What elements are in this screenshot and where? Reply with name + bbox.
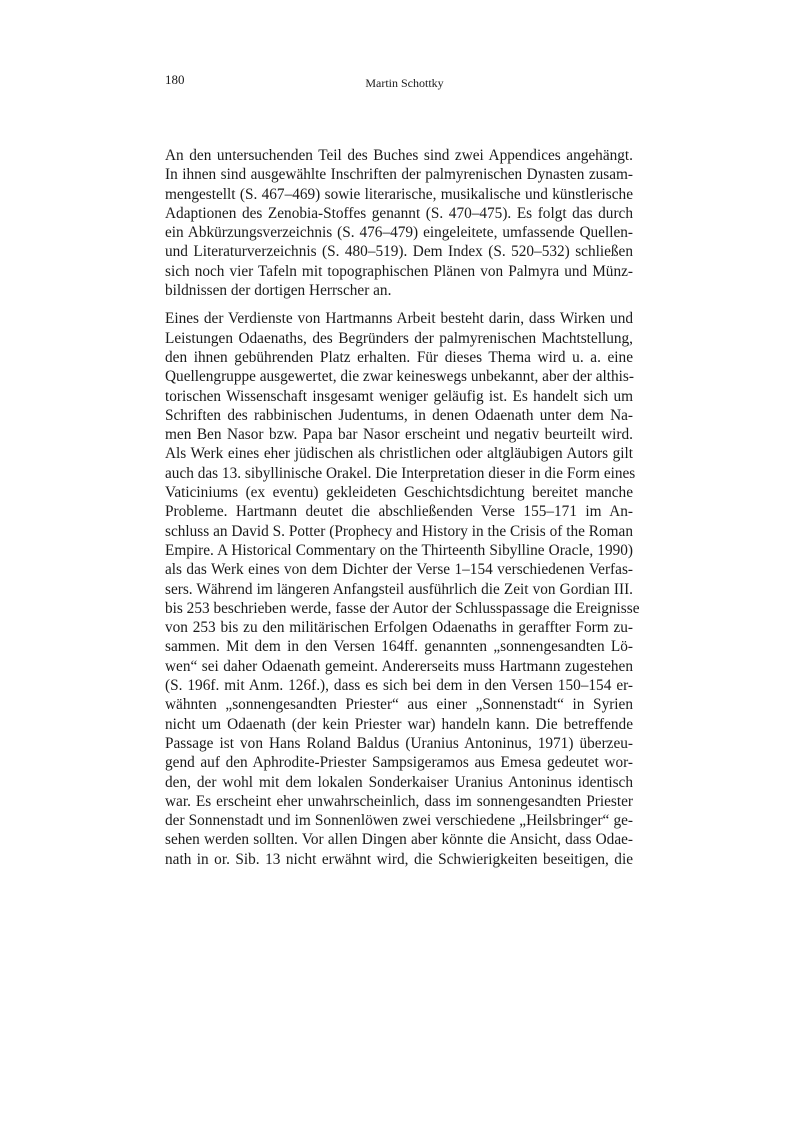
text-line: Schriften des rabbinischen Judentums, in denen Odaenath unter dem Na- [165,406,633,424]
running-head: Martin Schottky [365,76,444,90]
text-line: Als Werk eines eher jüdischen als christlichen oder altgläubigen Autors gilt [165,445,633,463]
text-line: der Sonnenstadt und im Sonnenlöwen zwei verschiedene „Heilsbringer“ ge- [165,812,633,830]
text-line: Empire. A Historical Commentary on the Thirteenth Sibylline Oracle, 1990) [165,541,633,559]
text-line: sammen. Mit dem in den Versen 164ff. genannten „sonnengesandten Lö- [165,638,633,656]
text-line: den ihnen gebührenden Platz erhalten. Für dieses Thema wird u. a. eine [165,348,633,366]
text-line: Quellengruppe ausgewertet, die zwar keineswegs unbekannt, aber der althis- [165,368,634,386]
text-line: torischen Wissenschaft insgesamt weniger geläufig ist. Es handelt sich um [165,387,633,405]
text-line: sehen werden sollten. Vor allen Dingen aber könnte die Ansicht, dass Odae- [165,831,633,849]
text-line: wähnten „sonnengesandten Priester“ aus einer „Sonnenstadt“ in Syrien [165,696,633,714]
text-line: war. Es erscheint eher unwahrscheinlich, dass im sonnengesandten Priester [165,792,633,810]
text-line: nicht um Odaenath (der kein Priester war) handeln kann. Die betreffende [165,715,633,733]
paragraph [165,309,640,869]
text-line: Probleme. Hartmann deutet die abschließenden Verse 155–171 im An- [165,503,633,521]
text-line: bis 253 beschrieben werde, fasse der Autor der Schlusspassage die Ereignisse [165,599,640,617]
text-line: Adaptionen des Zenobia-Stoffes genannt (S. 470–475). Es folgt das durch [165,204,633,222]
body-text [165,146,640,878]
text-line: ein Abkürzungsverzeichnis (S. 476–479) eingeleitete, umfassende Quellen- [165,224,633,242]
text-line: sers. Während im längeren Anfangsteil ausführlich die Zeit von Gordian III. [165,580,633,598]
page-number: 180 [165,72,185,87]
text-line: In ihnen sind ausgewählte Inschriften der palmyrenischen Dynasten zusam- [165,166,633,184]
text-line: als das Werk eines von dem Dichter der Verse 1–154 verschiedenen Verfas- [165,561,633,579]
text-line: Leistungen Odaenaths, des Begründers der palmyrenischen Machtstellung, [165,329,633,347]
paragraph [165,146,633,300]
text-line: von 253 bis zu den militärischen Erfolgen Odaenaths in geraffter Form zu- [165,619,633,637]
text-line: men Ben Nasor bzw. Papa bar Nasor erscheint und negativ beurteilt wird. [165,426,633,444]
text-line: auch das 13. sibyllinische Orakel. Die Interpretation dieser in die Form eines [165,464,636,482]
text-line: schluss an David S. Potter (Prophecy and History in the Crisis of the Roman [165,522,633,540]
text-line: gend auf den Aphrodite-Priester Sampsigeramos aus Emesa gedeutet wor- [165,754,633,772]
text-line: Vaticiniums (ex eventu) gekleideten Geschichtsdichtung bereitet manche [165,484,633,502]
text-line: und Literaturverzeichnis (S. 480–519). Dem Index (S. 520–532) schließen [165,243,633,261]
text-line: wen“ sei daher Odaenath gemeint. Andererseits muss Hartmann zugestehen [165,657,633,675]
text-line: An den untersuchenden Teil des Buches sind zwei Appendices angehängt. [165,147,633,164]
text-line: bildnissen der dortigen Herrscher an. [165,282,392,300]
text-line: Passage ist von Hans Roland Baldus (Uranius Antoninus, 1971) überzeu- [165,734,633,752]
text-line: (S. 196f. mit Anm. 126f.), dass es sich bei dem in den Versen 150–154 er- [165,677,633,695]
text-line: Eines der Verdienste von Hartmanns Arbeit besteht darin, dass Wirken und [165,310,633,328]
text-line: mengestellt (S. 467–469) sowie literarische, musikalische und künstlerische [165,185,633,203]
text-line: nath in or. Sib. 13 nicht erwähnt wird, die Schwierigkeiten beseitigen, die [165,850,633,868]
text-line: den, der wohl mit dem lokalen Sonderkaiser Uranius Antoninus identisch [165,773,633,791]
text-line: sich noch vier Tafeln mit topographischen Plänen von Palmyra und Münz- [165,262,633,280]
